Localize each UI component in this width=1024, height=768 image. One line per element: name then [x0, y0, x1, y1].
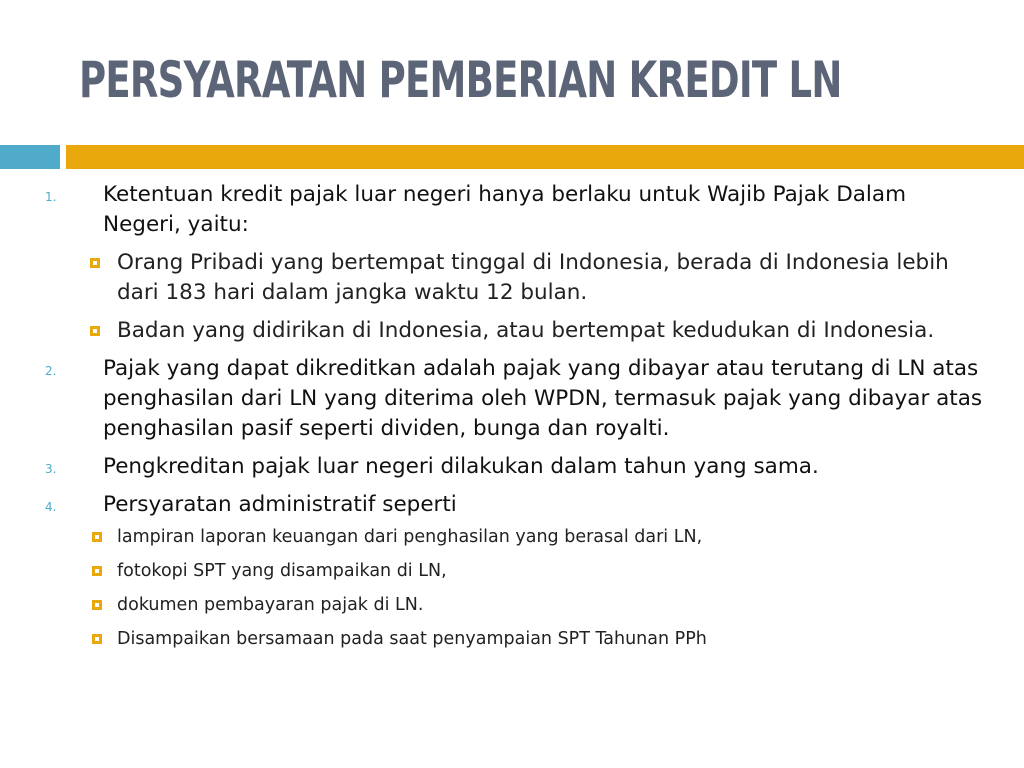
sub-bullet: [0, 316, 1024, 346]
square-bullet-icon: [92, 600, 102, 610]
sub-bullet: [0, 558, 1024, 584]
bullet-text: fotokopi SPT yang disampaikan di LN,: [117, 561, 447, 581]
bullet-text: dokumen pembayaran pajak di LN.: [117, 595, 424, 615]
square-bullet-icon: [92, 532, 102, 542]
slide-title: PERSYARATAN PEMBERIAN KREDIT LN: [79, 51, 842, 109]
accent-bar-gold: [66, 145, 1024, 169]
square-bullet-icon: [92, 566, 102, 576]
bullet-text: Disampaikan bersamaan pada saat penyampaian SPT Tahunan PPh: [117, 629, 707, 649]
bullet-text: Badan yang didirikan di Indonesia, atau bertempat kedudukan di Indonesia.: [117, 318, 935, 343]
square-bullet-icon: [90, 258, 100, 268]
numbered-item-4: [0, 490, 1024, 520]
sub-bullet: [0, 524, 1024, 550]
item-text: Ketentuan kredit pajak luar negeri hanya berlaku untuk Wajib Pajak Dalam Negeri, yaitu:: [103, 182, 907, 237]
sub-bullet: [0, 248, 1024, 308]
sub-bullet: [0, 626, 1024, 652]
accent-bar-blue: [0, 145, 60, 169]
item-text: Persyaratan administratif seperti: [103, 492, 457, 517]
numbered-item-2: [0, 354, 1024, 444]
slide-content: [0, 180, 1024, 660]
bullet-text: Orang Pribadi yang bertempat tinggal di Indonesia, berada di Indonesia lebih dari 183 hari dalam jangka waktu 12 bulan.: [117, 250, 949, 305]
square-bullet-icon: [90, 326, 100, 336]
item-number: 3.: [45, 462, 57, 476]
sub-bullet: [0, 592, 1024, 618]
item-text: Pengkreditan pajak luar negeri dilakukan dalam tahun yang sama.: [103, 454, 819, 479]
numbered-item-3: [0, 452, 1024, 482]
item-text: Pajak yang dapat dikreditkan adalah pajak yang dibayar atau terutang di LN atas penghasilan dari LN yang diterima oleh WPDN, termasuk pajak yang dibayar atas penghasilan pasif seperti dividen, bunga dan royalti.: [103, 356, 983, 441]
item-number: 4.: [45, 500, 57, 514]
square-bullet-icon: [92, 634, 102, 644]
bullet-text: lampiran laporan keuangan dari penghasilan yang berasal dari LN,: [117, 527, 703, 547]
item-number: 2.: [45, 364, 57, 378]
numbered-item-1: [0, 180, 1024, 240]
item-number: 1.: [45, 190, 57, 204]
